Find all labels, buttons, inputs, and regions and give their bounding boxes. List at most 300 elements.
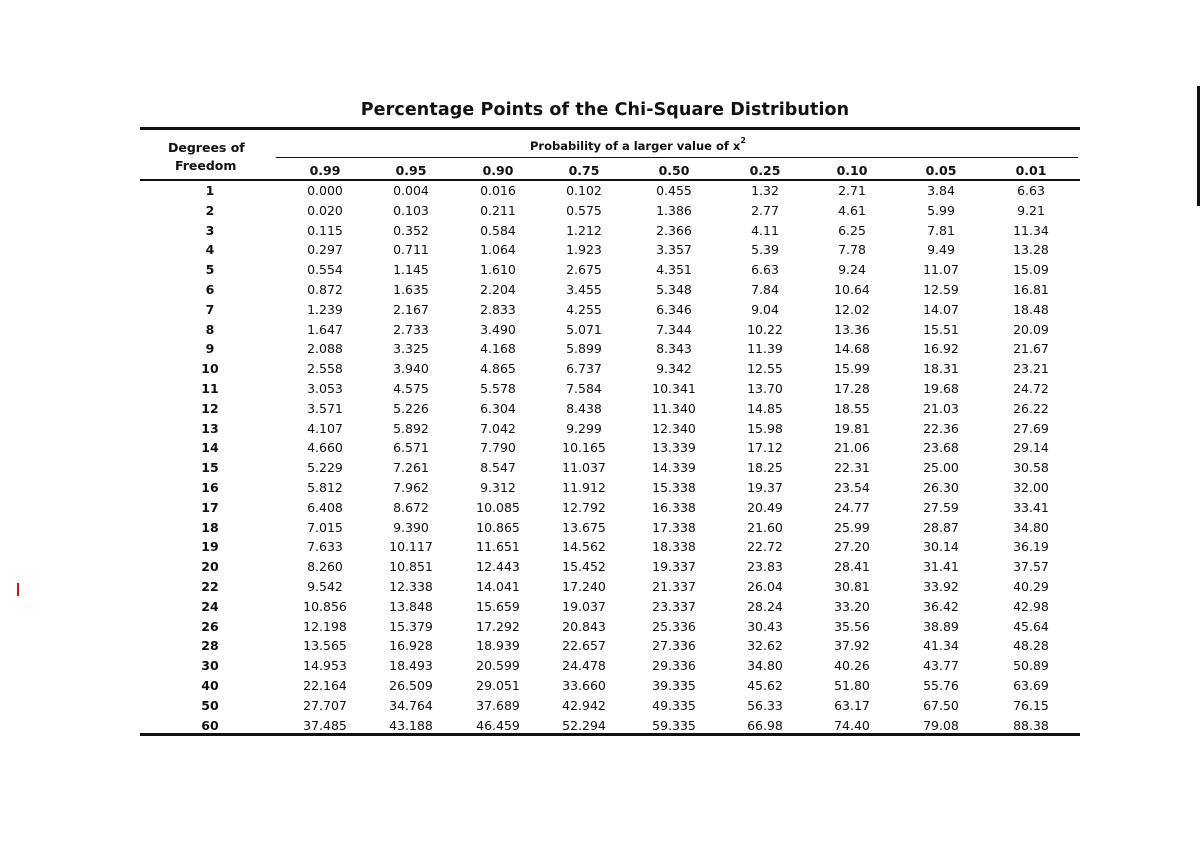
value-cell: 4.107 bbox=[307, 420, 343, 436]
table-bottom-rule bbox=[140, 733, 1080, 736]
value-cell: 6.408 bbox=[307, 499, 343, 515]
value-cell: 13.36 bbox=[834, 321, 870, 337]
value-cell: 63.69 bbox=[1013, 677, 1049, 693]
value-cell: 21.03 bbox=[923, 400, 959, 416]
column-header: 0.05 bbox=[925, 163, 957, 178]
value-cell: 17.292 bbox=[476, 618, 520, 634]
value-cell: 16.81 bbox=[1013, 281, 1049, 297]
value-cell: 39.335 bbox=[652, 677, 696, 693]
df-header-line1: Degrees of bbox=[168, 140, 245, 155]
value-cell: 52.294 bbox=[562, 717, 606, 733]
value-cell: 15.338 bbox=[652, 479, 696, 495]
value-cell: 10.165 bbox=[562, 440, 606, 456]
value-cell: 7.790 bbox=[480, 440, 516, 456]
df-cell: 9 bbox=[205, 341, 215, 357]
value-cell: 18.55 bbox=[834, 400, 870, 416]
value-cell: 43.77 bbox=[923, 658, 959, 674]
value-cell: 24.478 bbox=[562, 658, 606, 674]
value-cell: 3.490 bbox=[480, 321, 516, 337]
value-cell: 56.33 bbox=[747, 697, 783, 713]
value-cell: 34.764 bbox=[389, 697, 433, 713]
value-cell: 23.54 bbox=[834, 479, 870, 495]
df-cell: 11 bbox=[201, 380, 219, 396]
value-cell: 16.92 bbox=[923, 341, 959, 357]
value-cell: 9.342 bbox=[656, 361, 692, 377]
value-cell: 23.337 bbox=[652, 598, 696, 614]
table-row bbox=[0, 676, 1200, 696]
value-cell: 88.38 bbox=[1013, 717, 1049, 733]
value-cell: 11.340 bbox=[652, 400, 696, 416]
df-cell: 18 bbox=[201, 519, 219, 535]
value-cell: 12.198 bbox=[303, 618, 347, 634]
column-header: 0.99 bbox=[309, 163, 341, 178]
df-cell: 40 bbox=[201, 677, 219, 693]
value-cell: 19.68 bbox=[923, 380, 959, 396]
value-cell: 6.63 bbox=[751, 262, 779, 278]
probability-header-text: Probability of a larger value of x bbox=[530, 138, 741, 153]
value-cell: 13.675 bbox=[562, 519, 606, 535]
value-cell: 15.98 bbox=[747, 420, 783, 436]
value-cell: 11.037 bbox=[562, 460, 606, 476]
column-header: 0.10 bbox=[836, 163, 868, 178]
value-cell: 22.164 bbox=[303, 677, 347, 693]
table-row bbox=[0, 201, 1200, 221]
value-cell: 15.09 bbox=[1013, 262, 1049, 278]
value-cell: 3.571 bbox=[307, 400, 343, 416]
value-cell: 5.892 bbox=[393, 420, 429, 436]
value-cell: 10.341 bbox=[652, 380, 696, 396]
value-cell: 10.22 bbox=[747, 321, 783, 337]
df-cell: 3 bbox=[205, 222, 215, 238]
value-cell: 0.103 bbox=[393, 202, 429, 218]
df-cell: 14 bbox=[201, 440, 219, 456]
value-cell: 12.338 bbox=[389, 578, 433, 594]
value-cell: 29.336 bbox=[652, 658, 696, 674]
value-cell: 22.657 bbox=[562, 638, 606, 654]
df-cell: 15 bbox=[201, 460, 219, 476]
value-cell: 4.255 bbox=[566, 301, 602, 317]
value-cell: 26.04 bbox=[747, 578, 783, 594]
value-cell: 27.707 bbox=[303, 697, 347, 713]
value-cell: 45.62 bbox=[747, 677, 783, 693]
value-cell: 7.962 bbox=[393, 479, 429, 495]
value-cell: 32.00 bbox=[1013, 479, 1049, 495]
value-cell: 14.07 bbox=[923, 301, 959, 317]
value-cell: 27.69 bbox=[1013, 420, 1049, 436]
value-cell: 6.571 bbox=[393, 440, 429, 456]
value-cell: 4.61 bbox=[838, 202, 866, 218]
value-cell: 17.12 bbox=[747, 440, 783, 456]
value-cell: 1.212 bbox=[566, 222, 602, 238]
value-cell: 31.41 bbox=[923, 559, 959, 575]
value-cell: 37.689 bbox=[476, 697, 520, 713]
value-cell: 63.17 bbox=[834, 697, 870, 713]
table-row bbox=[0, 498, 1200, 518]
value-cell: 18.939 bbox=[476, 638, 520, 654]
df-cell: 22 bbox=[201, 578, 219, 594]
table-row bbox=[0, 478, 1200, 498]
value-cell: 9.49 bbox=[927, 242, 955, 258]
value-cell: 27.336 bbox=[652, 638, 696, 654]
value-cell: 6.346 bbox=[656, 301, 692, 317]
df-cell: 12 bbox=[201, 400, 219, 416]
value-cell: 30.43 bbox=[747, 618, 783, 634]
value-cell: 12.340 bbox=[652, 420, 696, 436]
value-cell: 18.48 bbox=[1013, 301, 1049, 317]
column-header: 0.50 bbox=[658, 163, 690, 178]
value-cell: 2.77 bbox=[751, 202, 779, 218]
value-cell: 41.34 bbox=[923, 638, 959, 654]
value-cell: 34.80 bbox=[747, 658, 783, 674]
value-cell: 14.953 bbox=[303, 658, 347, 674]
value-cell: 20.09 bbox=[1013, 321, 1049, 337]
value-cell: 2.204 bbox=[480, 281, 516, 297]
value-cell: 20.843 bbox=[562, 618, 606, 634]
value-cell: 5.226 bbox=[393, 400, 429, 416]
value-cell: 4.11 bbox=[751, 222, 779, 238]
value-cell: 12.792 bbox=[562, 499, 606, 515]
value-cell: 21.67 bbox=[1013, 341, 1049, 357]
value-cell: 66.98 bbox=[747, 717, 783, 733]
value-cell: 1.239 bbox=[307, 301, 343, 317]
value-cell: 5.812 bbox=[307, 479, 343, 495]
table-row bbox=[0, 617, 1200, 637]
probability-header-superscript: 2 bbox=[740, 136, 746, 145]
value-cell: 5.229 bbox=[307, 460, 343, 476]
value-cell: 14.85 bbox=[747, 400, 783, 416]
value-cell: 3.940 bbox=[393, 361, 429, 377]
value-cell: 0.872 bbox=[307, 281, 343, 297]
value-cell: 40.26 bbox=[834, 658, 870, 674]
value-cell: 15.379 bbox=[389, 618, 433, 634]
value-cell: 0.297 bbox=[307, 242, 343, 258]
value-cell: 14.68 bbox=[834, 341, 870, 357]
value-cell: 25.336 bbox=[652, 618, 696, 634]
value-cell: 33.660 bbox=[562, 677, 606, 693]
value-cell: 21.60 bbox=[747, 519, 783, 535]
value-cell: 9.312 bbox=[480, 479, 516, 495]
value-cell: 30.58 bbox=[1013, 460, 1049, 476]
value-cell: 15.51 bbox=[923, 321, 959, 337]
value-cell: 26.22 bbox=[1013, 400, 1049, 416]
value-cell: 1.32 bbox=[751, 183, 779, 198]
value-cell: 10.085 bbox=[476, 499, 520, 515]
value-cell: 46.459 bbox=[476, 717, 520, 733]
value-cell: 37.92 bbox=[834, 638, 870, 654]
value-cell: 0.102 bbox=[566, 183, 602, 198]
value-cell: 0.020 bbox=[307, 202, 343, 218]
table-row bbox=[0, 597, 1200, 617]
value-cell: 19.81 bbox=[834, 420, 870, 436]
value-cell: 36.42 bbox=[923, 598, 959, 614]
value-cell: 28.41 bbox=[834, 559, 870, 575]
value-cell: 2.167 bbox=[393, 301, 429, 317]
value-cell: 1.610 bbox=[480, 262, 516, 278]
value-cell: 23.83 bbox=[747, 559, 783, 575]
table-row bbox=[0, 557, 1200, 577]
value-cell: 1.647 bbox=[307, 321, 343, 337]
value-cell: 22.72 bbox=[747, 539, 783, 555]
value-cell: 15.452 bbox=[562, 559, 606, 575]
cursor-mark bbox=[17, 583, 19, 596]
table-row bbox=[0, 419, 1200, 439]
table-row bbox=[0, 320, 1200, 340]
value-cell: 37.485 bbox=[303, 717, 347, 733]
value-cell: 49.335 bbox=[652, 697, 696, 713]
value-cell: 2.71 bbox=[838, 183, 866, 198]
table-row bbox=[0, 260, 1200, 280]
df-cell: 8 bbox=[205, 321, 215, 337]
value-cell: 12.443 bbox=[476, 559, 520, 575]
table-row bbox=[0, 181, 1200, 201]
value-cell: 27.59 bbox=[923, 499, 959, 515]
value-cell: 3.455 bbox=[566, 281, 602, 297]
value-cell: 35.56 bbox=[834, 618, 870, 634]
df-cell: 16 bbox=[201, 479, 219, 495]
page-title: Percentage Points of the Chi-Square Distribution bbox=[360, 100, 850, 120]
value-cell: 9.299 bbox=[566, 420, 602, 436]
value-cell: 11.651 bbox=[476, 539, 520, 555]
value-cell: 28.24 bbox=[747, 598, 783, 614]
table-row bbox=[0, 696, 1200, 716]
value-cell: 33.41 bbox=[1013, 499, 1049, 515]
value-cell: 40.29 bbox=[1013, 578, 1049, 594]
value-cell: 5.899 bbox=[566, 341, 602, 357]
value-cell: 9.542 bbox=[307, 578, 343, 594]
value-cell: 7.261 bbox=[393, 460, 429, 476]
df-header-line2: Freedom bbox=[175, 158, 237, 173]
value-cell: 17.240 bbox=[562, 578, 606, 594]
value-cell: 7.015 bbox=[307, 519, 343, 535]
value-cell: 6.25 bbox=[838, 222, 866, 238]
value-cell: 4.168 bbox=[480, 341, 516, 357]
value-cell: 16.928 bbox=[389, 638, 433, 654]
value-cell: 9.21 bbox=[1017, 202, 1045, 218]
value-cell: 12.55 bbox=[747, 361, 783, 377]
value-cell: 8.672 bbox=[393, 499, 429, 515]
value-cell: 55.76 bbox=[923, 677, 959, 693]
value-cell: 13.565 bbox=[303, 638, 347, 654]
value-cell: 79.08 bbox=[923, 717, 959, 733]
value-cell: 1.635 bbox=[393, 281, 429, 297]
value-cell: 0.554 bbox=[307, 262, 343, 278]
value-cell: 48.28 bbox=[1013, 638, 1049, 654]
value-cell: 10.851 bbox=[389, 559, 433, 575]
df-cell: 26 bbox=[201, 618, 219, 634]
value-cell: 0.352 bbox=[393, 222, 429, 238]
table-row bbox=[0, 636, 1200, 656]
column-header: 0.90 bbox=[482, 163, 514, 178]
table-body bbox=[0, 181, 1200, 735]
value-cell: 29.051 bbox=[476, 677, 520, 693]
value-cell: 14.562 bbox=[562, 539, 606, 555]
value-cell: 9.390 bbox=[393, 519, 429, 535]
value-cell: 26.30 bbox=[923, 479, 959, 495]
value-cell: 1.386 bbox=[656, 202, 692, 218]
value-cell: 8.547 bbox=[480, 460, 516, 476]
value-cell: 4.575 bbox=[393, 380, 429, 396]
value-cell: 7.78 bbox=[838, 242, 866, 258]
value-cell: 37.57 bbox=[1013, 559, 1049, 575]
value-cell: 0.004 bbox=[393, 183, 429, 198]
value-cell: 1.064 bbox=[480, 242, 516, 258]
degrees-of-freedom-header bbox=[168, 139, 258, 175]
df-cell: 24 bbox=[201, 598, 219, 614]
value-cell: 7.344 bbox=[656, 321, 692, 337]
value-cell: 10.865 bbox=[476, 519, 520, 535]
value-cell: 42.98 bbox=[1013, 598, 1049, 614]
value-cell: 2.088 bbox=[307, 341, 343, 357]
df-cell: 6 bbox=[205, 281, 215, 297]
value-cell: 13.339 bbox=[652, 440, 696, 456]
value-cell: 17.28 bbox=[834, 380, 870, 396]
value-cell: 0.711 bbox=[393, 242, 429, 258]
column-header: 0.25 bbox=[749, 163, 781, 178]
df-cell: 13 bbox=[201, 420, 219, 436]
value-cell: 0.115 bbox=[307, 222, 343, 238]
value-cell: 11.912 bbox=[562, 479, 606, 495]
value-cell: 25.99 bbox=[834, 519, 870, 535]
value-cell: 43.188 bbox=[389, 717, 433, 733]
df-cell: 60 bbox=[201, 717, 219, 733]
value-cell: 23.21 bbox=[1013, 361, 1049, 377]
value-cell: 5.39 bbox=[751, 242, 779, 258]
value-cell: 17.338 bbox=[652, 519, 696, 535]
value-cell: 4.865 bbox=[480, 361, 516, 377]
table-row bbox=[0, 300, 1200, 320]
value-cell: 76.15 bbox=[1013, 697, 1049, 713]
value-cell: 5.99 bbox=[927, 202, 955, 218]
value-cell: 26.509 bbox=[389, 677, 433, 693]
value-cell: 7.84 bbox=[751, 281, 779, 297]
value-cell: 67.50 bbox=[923, 697, 959, 713]
df-cell: 20 bbox=[201, 559, 219, 575]
value-cell: 14.339 bbox=[652, 460, 696, 476]
value-cell: 12.59 bbox=[923, 281, 959, 297]
value-cell: 16.338 bbox=[652, 499, 696, 515]
value-cell: 10.856 bbox=[303, 598, 347, 614]
value-cell: 50.89 bbox=[1013, 658, 1049, 674]
value-cell: 7.584 bbox=[566, 380, 602, 396]
value-cell: 24.72 bbox=[1013, 380, 1049, 396]
value-cell: 13.70 bbox=[747, 380, 783, 396]
value-cell: 32.62 bbox=[747, 638, 783, 654]
df-cell: 17 bbox=[201, 499, 219, 515]
value-cell: 27.20 bbox=[834, 539, 870, 555]
value-cell: 13.28 bbox=[1013, 242, 1049, 258]
table-row bbox=[0, 221, 1200, 241]
value-cell: 5.071 bbox=[566, 321, 602, 337]
value-cell: 1.923 bbox=[566, 242, 602, 258]
table-row bbox=[0, 280, 1200, 300]
value-cell: 22.31 bbox=[834, 460, 870, 476]
value-cell: 1.145 bbox=[393, 262, 429, 278]
value-cell: 51.80 bbox=[834, 677, 870, 693]
value-cell: 18.31 bbox=[923, 361, 959, 377]
value-cell: 22.36 bbox=[923, 420, 959, 436]
value-cell: 13.848 bbox=[389, 598, 433, 614]
table-row bbox=[0, 240, 1200, 260]
value-cell: 0.455 bbox=[656, 183, 692, 198]
value-cell: 19.037 bbox=[562, 598, 606, 614]
table-row bbox=[0, 399, 1200, 419]
probability-header bbox=[530, 138, 746, 153]
value-cell: 3.325 bbox=[393, 341, 429, 357]
df-cell: 10 bbox=[201, 361, 219, 377]
value-cell: 21.06 bbox=[834, 440, 870, 456]
df-cell: 4 bbox=[205, 242, 215, 258]
df-cell: 30 bbox=[201, 658, 219, 674]
table-row bbox=[0, 339, 1200, 359]
value-cell: 10.64 bbox=[834, 281, 870, 297]
value-cell: 7.81 bbox=[927, 222, 955, 238]
value-cell: 0.016 bbox=[480, 183, 516, 198]
value-cell: 3.84 bbox=[927, 183, 955, 198]
value-cell: 2.558 bbox=[307, 361, 343, 377]
value-cell: 15.659 bbox=[476, 598, 520, 614]
value-cell: 7.633 bbox=[307, 539, 343, 555]
value-cell: 18.25 bbox=[747, 460, 783, 476]
value-cell: 30.81 bbox=[834, 578, 870, 594]
value-cell: 6.63 bbox=[1017, 183, 1045, 198]
value-cell: 8.343 bbox=[656, 341, 692, 357]
value-cell: 11.39 bbox=[747, 341, 783, 357]
table-row bbox=[0, 537, 1200, 557]
value-cell: 33.92 bbox=[923, 578, 959, 594]
value-cell: 59.335 bbox=[652, 717, 696, 733]
value-cell: 8.260 bbox=[307, 559, 343, 575]
table-row bbox=[0, 518, 1200, 538]
df-cell: 5 bbox=[205, 262, 215, 278]
value-cell: 19.337 bbox=[652, 559, 696, 575]
table-row bbox=[0, 379, 1200, 399]
value-cell: 5.348 bbox=[656, 281, 692, 297]
value-cell: 15.99 bbox=[834, 361, 870, 377]
value-cell: 12.02 bbox=[834, 301, 870, 317]
value-cell: 6.737 bbox=[566, 361, 602, 377]
value-cell: 3.053 bbox=[307, 380, 343, 396]
value-cell: 19.37 bbox=[747, 479, 783, 495]
table-row bbox=[0, 656, 1200, 676]
column-header: 0.75 bbox=[568, 163, 600, 178]
value-cell: 0.000 bbox=[307, 183, 343, 198]
value-cell: 4.351 bbox=[656, 262, 692, 278]
value-cell: 20.599 bbox=[476, 658, 520, 674]
value-cell: 3.357 bbox=[656, 242, 692, 258]
value-cell: 34.80 bbox=[1013, 519, 1049, 535]
value-cell: 6.304 bbox=[480, 400, 516, 416]
value-cell: 18.338 bbox=[652, 539, 696, 555]
value-cell: 5.578 bbox=[480, 380, 516, 396]
value-cell: 25.00 bbox=[923, 460, 959, 476]
value-cell: 23.68 bbox=[923, 440, 959, 456]
value-cell: 14.041 bbox=[476, 578, 520, 594]
value-cell: 21.337 bbox=[652, 578, 696, 594]
value-cell: 2.366 bbox=[656, 222, 692, 238]
value-cell: 28.87 bbox=[923, 519, 959, 535]
value-cell: 2.833 bbox=[480, 301, 516, 317]
value-cell: 0.584 bbox=[480, 222, 516, 238]
column-header: 0.95 bbox=[395, 163, 427, 178]
value-cell: 0.211 bbox=[480, 202, 516, 218]
value-cell: 18.493 bbox=[389, 658, 433, 674]
value-cell: 10.117 bbox=[389, 539, 433, 555]
value-cell: 2.733 bbox=[393, 321, 429, 337]
value-cell: 4.660 bbox=[307, 440, 343, 456]
value-cell: 2.675 bbox=[566, 262, 602, 278]
value-cell: 20.49 bbox=[747, 499, 783, 515]
value-cell: 9.04 bbox=[751, 301, 779, 317]
